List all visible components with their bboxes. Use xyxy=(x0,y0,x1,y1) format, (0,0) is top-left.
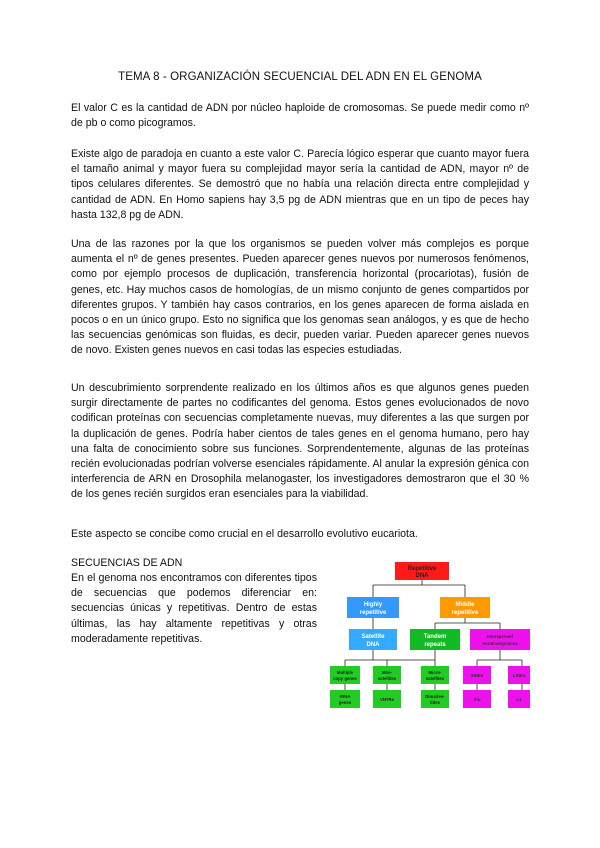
node-satellite-dna xyxy=(349,629,397,650)
node-alu xyxy=(463,690,491,708)
node-alu-label: Alu xyxy=(473,697,481,702)
node-repetitive-dna xyxy=(395,562,449,580)
node-rrna-line1: rRNA xyxy=(339,694,351,699)
node-lines-label: LINEs xyxy=(512,673,526,678)
node-middle-repetitive-line1: Middle xyxy=(455,602,475,608)
node-dinucleo-line1: Dinucleo- xyxy=(425,694,445,699)
node-repetitive-dna-line2: DNA xyxy=(415,573,429,579)
section-text: En el genoma nos encontramos con diferentes tipos de secuencias que podemos diferenciar en: secuencias únicas y repetitivas. Dentro de estas últimas, las hay altamente repetitivas y otras moderadamente repetitivas. xyxy=(71,572,317,645)
node-sines xyxy=(463,666,491,684)
node-minisatellites xyxy=(373,666,401,684)
node-dinucleotides-box xyxy=(421,690,449,708)
node-satellite-dna-line1: Satellite xyxy=(361,634,385,640)
node-l1-label: L1 xyxy=(516,697,522,702)
node-micro-line2: satellites xyxy=(425,676,445,681)
node-vntrs-label: VNTRs xyxy=(379,697,395,702)
node-highly-repetitive-line2: repetitive xyxy=(359,610,387,616)
paragraph-paradox: Existe algo de paradoja en cuanto a este valor C. Parecía lógico esperar que cuanto mayor fuera el tamaño animal y mayor fuera su complejidad mayor sería la cantidad de ADN, mayor nº de tipos celulares diferentes. Se demostró que no había una relación directa entre complejidad y cantidad de ADN. En Homo sapiens hay 3,5 pg de ADN mientras que en un tipo de peces hay hasta 132,8 pg de ADN. xyxy=(71,148,529,221)
node-mini-line2: satellites xyxy=(377,676,397,681)
node-minisatellites-box xyxy=(373,666,401,684)
node-satellite-dna-line2: DNA xyxy=(366,642,380,648)
node-multiple-copy-genes xyxy=(330,666,360,684)
node-vntrs xyxy=(373,690,401,708)
node-interspersed-retrotransposons xyxy=(470,629,530,650)
node-middle-repetitive-line2: repetitive xyxy=(451,610,479,616)
node-mini-line1: Mini- xyxy=(381,670,393,675)
document-title: TEMA 8 - ORGANIZACIÓN SECUENCIAL DEL ADN EN EL GENOMA xyxy=(118,71,482,83)
node-dinucleo-line2: tides xyxy=(429,700,441,705)
node-tandem-repeats xyxy=(410,629,460,650)
repetitive-dna-diagram xyxy=(325,560,530,715)
node-l1 xyxy=(508,690,530,708)
paragraph-gene-complexity: Una de las razones por la que los organismos se pueden volver más complejos es porque aumenta el nº de genes presentes. Pueden aparecer genes nuevos por numerosos fenómenos, como por ejemplo procesos de duplicación, transferencia horizontal (procariotas), fusión de genes, etc. Hay muchos casos de homologías, de un mismo conjunto de genes compartidos por diferentes grupos. Y también hay casos contrarios, en los genes aparecen de forma aislada en pocos o en un único grupo. Esto no significa que los genomas sean análogos, y es que de hecho las secuencias genómicas son fluidas, es decir, pueden variar. Pueden aparecer genes nuevos de novo. Existen genes nuevos en casi todas las especies estudiadas. xyxy=(71,238,529,357)
node-multiple-line2: copy genes xyxy=(333,676,357,681)
node-multiple-copy-genes-box xyxy=(330,666,360,684)
node-repetitive-dna-line1: Repetitive xyxy=(407,566,437,572)
node-microsatellites-box xyxy=(421,666,449,684)
node-interspersed-line2: retrotransposons xyxy=(482,641,518,646)
paragraph-conclusion: Este aspecto se concibe como crucial en el desarrollo evolutivo eucariota. xyxy=(71,528,418,540)
node-tandem-repeats-line1: Tandem xyxy=(423,634,447,640)
node-highly-repetitive-line1: Highly xyxy=(363,602,383,608)
node-rrna-line2: genes xyxy=(338,700,352,705)
node-rrna-genes xyxy=(330,690,360,708)
node-dinucleotides xyxy=(421,690,449,708)
node-lines xyxy=(508,666,530,684)
node-microsatellites xyxy=(421,666,449,684)
node-highly-repetitive xyxy=(347,597,399,618)
node-sines-label: SINEs xyxy=(470,673,484,678)
node-interspersed-line1: Interspersed xyxy=(487,634,513,639)
section-title: SECUENCIAS DE ADN xyxy=(71,557,183,569)
paragraph-de-novo-genes: Un descubrimiento sorprendente realizado en los últimos años es que algunos genes pueden surgir directamente de partes no codificantes del genoma. Estos genes evolucionados de novo codifican proteínas con secuencias completamente nuevas, muy diferentes a las que surgen por la duplicación de genes. Podría haber cientos de tales genes en el genoma humano, pero hay una falta de conocimiento sobre sus funciones. Sorprendentemente, algunas de las proteínas recién evolucionadas podrían volverse esenciales rápidamente. Al anular la expresión génica con interferencia de ARN en Drosophila melanogaster, los investigadores demostraron que el 30 % de los genes recién surgidos eran esenciales para la viabilidad. xyxy=(71,382,529,501)
node-rrna-genes-box xyxy=(330,690,360,708)
node-interspersed-retrotransposons-box xyxy=(470,629,530,650)
node-multiple-line1: Multiple xyxy=(336,670,354,675)
node-micro-line1: Micro- xyxy=(428,670,442,675)
node-middle-repetitive xyxy=(440,597,490,618)
node-tandem-repeats-line2: repeats xyxy=(424,642,446,648)
paragraph-c-value: El valor C es la cantidad de ADN por núcleo haploide de cromosomas. Se puede medir como nº de pb o como picogramos. xyxy=(71,102,529,130)
